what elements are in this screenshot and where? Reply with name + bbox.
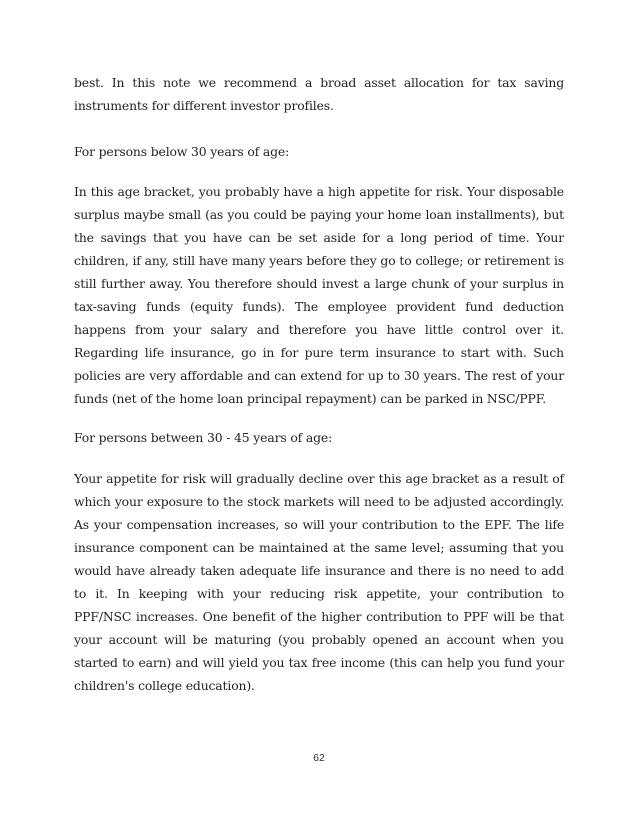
between-30-45-paragraph: Your appetite for risk will gradually decline over this age bracket as a result of which your exposure to the stock markets will need to be adjusted accordingly. As your compensation increases, so will your contribution to the EPF. The life insurance component can be maintained at the same level; assuming that you would have already taken adequate life insurance and there is no need to add to it. In keeping with your reducing risk appetite, your contribution to PPF/NSC increases. One benefit of the higher contribution to PPF will be that your account will be maturing (you probably opened an account when you started to earn) and will yield you tax free income (this can help you fund your children's college education). (74, 471, 564, 693)
page-number: 62 (313, 752, 325, 764)
section-heading-30-45: For persons between 30 - 45 years of age: (74, 430, 333, 445)
section-heading-below-30: For persons below 30 years of age: (74, 144, 290, 159)
below-30-paragraph: In this age bracket, you probably have a high appetite for risk. Your disposable surplus maybe small (as you could be paying your home loan installments), but the savings that you have can be set aside for a long period of time. Your children, if any, still have many years before they go to college; or retirement is still further away. You therefore should invest a large chunk of your surplus in tax-saving funds (equity funds). The employee provident fund deduction happens from your salary and therefore you have little control over it. Regarding life insurance, go in for pure term insurance to start with. Such policies are very affordable and can extend for up to 30 years. The rest of your funds (net of the home loan principal repayment) can be parked in NSC/PPF. (74, 184, 564, 406)
intro-paragraph: best. In this note we recommend a broad asset allocation for tax saving instruments for different investor profiles. (74, 75, 564, 113)
